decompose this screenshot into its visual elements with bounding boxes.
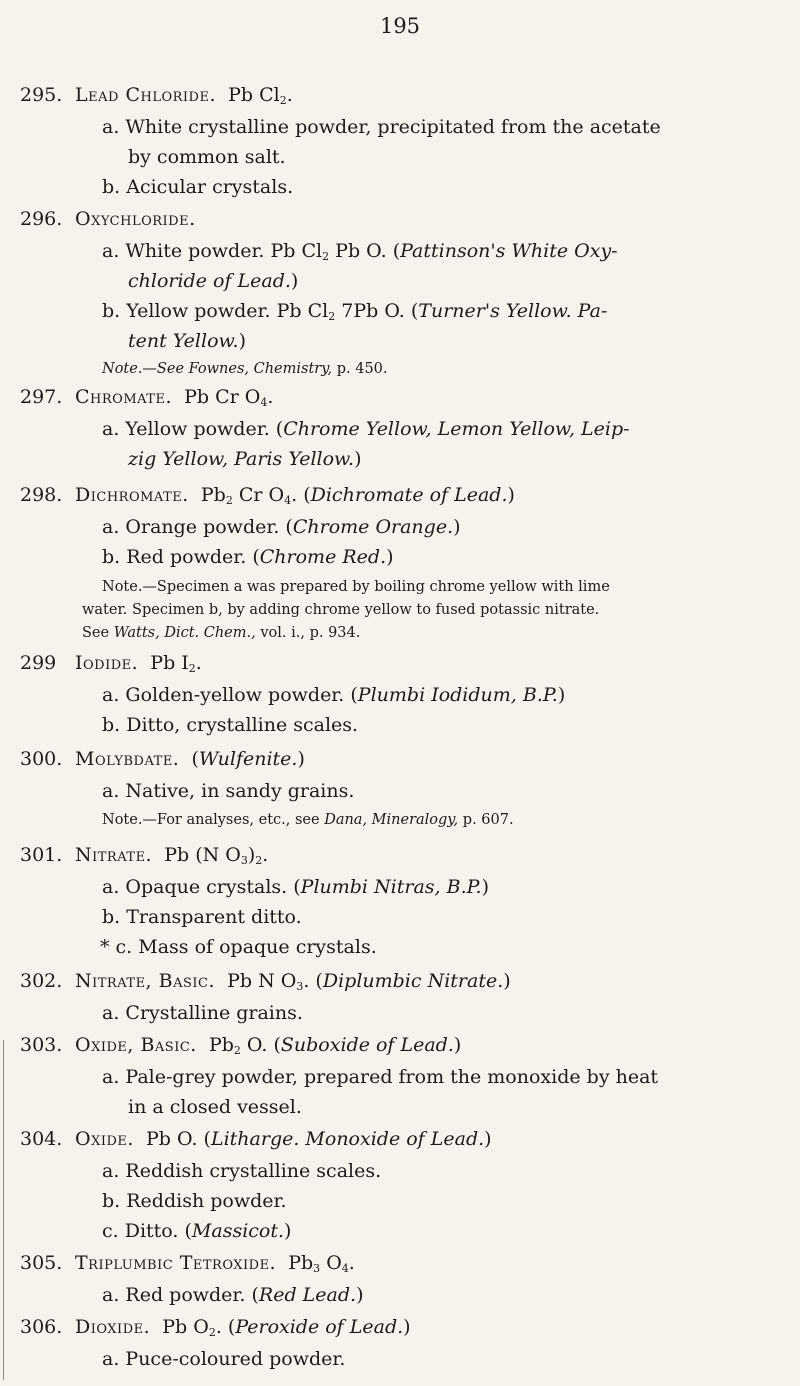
formula-subscript: 2 <box>255 854 263 867</box>
formula-end: O. ( <box>240 1034 281 1056</box>
specimen-text: a. Golden-yellow powder. ( <box>102 684 358 706</box>
note-line-2: water. Specimen b, by adding chrome yellow to fused potassic nitrate. <box>82 602 600 618</box>
entry-number: 298. <box>20 484 63 506</box>
formula-mid: ) <box>247 844 256 866</box>
specimen-text: ) <box>453 516 461 538</box>
specimen-text: a. Orange powder. ( <box>102 516 293 538</box>
entry-number: 304. <box>20 1128 63 1150</box>
entry-formula: Pb I <box>150 652 189 674</box>
entry-common-name: Wulfenite. <box>198 748 298 770</box>
entry-number: 306. <box>20 1316 63 1338</box>
specimen-text: ) <box>284 1220 292 1242</box>
entry-common-name: Peroxide of Lead. <box>235 1316 404 1338</box>
specimen-italic: Plumbi Nitras, B.P. <box>300 876 482 898</box>
specimen-a: a. Pale-grey powder, prepared from the monoxide by heat <box>102 1066 659 1088</box>
specimen-italic: Massicot. <box>191 1220 285 1242</box>
formula-end: ) <box>403 1316 411 1338</box>
entry-heading <box>75 1316 411 1338</box>
formula-mid: O <box>320 1252 342 1274</box>
entry-number: 303. <box>20 1034 63 1056</box>
specimen-italic: Turner's Yellow. Pa- <box>418 300 608 322</box>
specimen-text: ) <box>386 546 394 568</box>
specimen-a <box>102 240 618 262</box>
specimen-a: a. Puce-coloured powder. <box>102 1348 346 1370</box>
note-text: p. 607. <box>458 812 514 828</box>
entry-number: 300. <box>20 748 63 770</box>
formula-end: . ( <box>215 1316 236 1338</box>
entry-formula: Pb <box>208 1034 234 1056</box>
entry-formula: Pb Cl <box>228 84 280 106</box>
entry-number: 299 <box>20 652 57 674</box>
specimen-a <box>102 418 630 440</box>
formula-subscript: 4 <box>260 396 268 409</box>
formula-subscript: 2 <box>328 310 336 323</box>
formula-subscript: 2 <box>188 662 196 675</box>
formula-end: ) <box>507 484 515 506</box>
specimen-a <box>102 876 489 898</box>
entry-heading <box>75 1034 461 1056</box>
formula-end: . <box>267 386 274 408</box>
entry-heading <box>75 1252 355 1274</box>
entry-number: 302. <box>20 970 63 992</box>
formula-subscript: 2 <box>233 1044 241 1057</box>
specimen-italic: Chrome Orange. <box>292 516 454 538</box>
formula-end: ) <box>453 1034 462 1056</box>
specimen-b: b. Transparent ditto. <box>102 906 302 928</box>
entry-formula: Pb <box>288 1252 314 1274</box>
note-label: Note.—See <box>102 361 189 377</box>
note <box>102 812 514 828</box>
specimen-a: a. Reddish crystalline scales. <box>102 1160 382 1182</box>
entry-title: Oxide. <box>75 1128 134 1150</box>
entry-heading <box>75 652 202 674</box>
entry-heading <box>75 484 515 506</box>
specimen-italic: Chrome Red. <box>259 546 387 568</box>
entry-title: Oxide, Basic. <box>75 1034 197 1056</box>
note-line-3 <box>82 625 360 641</box>
entry-formula: Pb (N O <box>164 844 241 866</box>
entry-title: Iodide. <box>75 652 139 674</box>
entry-formula: Pb O. ( <box>146 1128 211 1150</box>
formula-start: ( <box>191 748 199 770</box>
entry-heading <box>75 1128 492 1150</box>
entry-heading <box>75 844 268 866</box>
specimen-a: a. White crystalline powder, precipitated from the acetate <box>102 116 661 138</box>
entry-heading <box>75 748 305 770</box>
specimen-text: ) <box>356 1284 364 1306</box>
specimen-a-cont: in a closed vessel. <box>128 1096 302 1118</box>
note-text: p. 450. <box>332 361 388 377</box>
entry-heading <box>75 208 196 230</box>
formula-subscript: 2 <box>279 94 287 107</box>
specimen-text: a. White powder. Pb Cl <box>102 240 323 262</box>
entry-common-name: Dichromate of Lead. <box>310 484 508 506</box>
entry-common-name: Litharge. Monoxide of Lead. <box>210 1128 485 1150</box>
formula-subscript: 2 <box>225 494 233 507</box>
specimen-text: ) <box>557 684 566 706</box>
specimen-text: a. Red powder. ( <box>102 1284 259 1306</box>
specimen-text: ) <box>354 448 362 470</box>
specimen-italic: chloride of Lead. <box>128 270 291 292</box>
entry-formula: Pb N O <box>227 970 297 992</box>
formula-end: ) <box>503 970 511 992</box>
entry-number: 301. <box>20 844 63 866</box>
formula-subscript: 4 <box>284 494 292 507</box>
note-text: See <box>82 625 114 641</box>
note-line-1: Note.—Specimen a was prepared by boiling chrome yellow with lime <box>102 579 610 595</box>
page-edge-line <box>3 1040 4 1380</box>
specimen-a <box>102 1284 364 1306</box>
entry-title: Lead Chloride. <box>75 84 216 106</box>
entry-heading <box>75 970 511 992</box>
specimen-a: a. Crystalline grains. <box>102 1002 303 1024</box>
formula-subscript: 2 <box>208 1326 216 1339</box>
specimen-text: a. Opaque crystals. ( <box>102 876 301 898</box>
formula-subscript: 4 <box>341 1262 349 1275</box>
specimen-a <box>102 684 565 706</box>
formula-end: . <box>262 844 269 866</box>
specimen-a: a. Native, in sandy grains. <box>102 780 355 802</box>
specimen-italic: Chrome Yellow, Lemon Yellow, Leip- <box>283 418 630 440</box>
specimen-italic: Pattinson's White Oxy- <box>400 240 618 262</box>
formula-end: . <box>348 1252 355 1274</box>
entry-title: Nitrate, Basic. <box>75 970 216 992</box>
specimen-a-cont: by common salt. <box>128 146 286 168</box>
formula-subscript: 3 <box>296 980 304 993</box>
note-label: Note.—For analyses, etc., see <box>102 812 325 828</box>
entry-title: Oxychloride. <box>75 208 196 230</box>
entry-formula: Pb O <box>162 1316 209 1338</box>
formula-subscript: 2 <box>322 250 330 263</box>
specimen-c: * c. Mass of opaque crystals. <box>100 936 377 958</box>
note <box>102 361 388 377</box>
formula-end: . <box>286 84 293 106</box>
formula-end: . ( <box>303 970 323 992</box>
note-reference: Fownes, Chemistry, <box>188 361 333 377</box>
specimen-italic: Plumbi Iodidum, B.P. <box>357 684 558 706</box>
specimen-c <box>102 1220 291 1242</box>
note-text: vol. i., p. 934. <box>255 625 361 641</box>
specimen-text: ) <box>290 270 299 292</box>
specimen-b: b. Ditto, crystalline scales. <box>102 714 359 736</box>
note-reference: Watts, Dict. Chem., <box>113 625 256 641</box>
entry-title: Dioxide. <box>75 1316 151 1338</box>
specimen-italic: tent Yellow. <box>128 330 239 352</box>
entry-common-name: Suboxide of Lead. <box>280 1034 454 1056</box>
entry-formula: Pb Cr O <box>184 386 261 408</box>
entry-title: Chromate. <box>75 386 173 408</box>
specimen-text: b. Red powder. ( <box>102 546 260 568</box>
specimen-text: ) <box>481 876 490 898</box>
entry-title: Dichromate. <box>75 484 189 506</box>
formula-subscript: 3 <box>313 1262 321 1275</box>
specimen-italic: zig Yellow, Paris Yellow. <box>128 448 355 470</box>
specimen-a-cont <box>128 270 298 292</box>
entry-title: Molybdate. <box>75 748 180 770</box>
specimen-b: b. Reddish powder. <box>102 1190 287 1212</box>
specimen-text: a. Yellow powder. ( <box>102 418 284 440</box>
page-number: 195 <box>379 14 421 38</box>
entry-heading <box>75 386 273 408</box>
specimen-text: c. Ditto. ( <box>102 1220 192 1242</box>
entry-formula: Pb <box>200 484 226 506</box>
entry-title: Triplumbic Tetroxide. <box>75 1252 277 1274</box>
entry-number: 295. <box>20 84 63 106</box>
specimen-text: Pb O. ( <box>329 240 401 262</box>
entry-number: 305. <box>20 1252 63 1274</box>
entry-common-name: Diplumbic Nitrate. <box>322 970 504 992</box>
specimen-b <box>102 300 607 322</box>
specimen-b <box>102 546 394 568</box>
specimen-b: b. Acicular crystals. <box>102 176 294 198</box>
formula-end: ) <box>297 748 305 770</box>
specimen-a <box>102 516 461 538</box>
formula-end: ) <box>484 1128 492 1150</box>
specimen-a-cont <box>128 448 362 470</box>
specimen-text: ) <box>238 330 246 352</box>
entry-number: 296. <box>20 208 63 230</box>
formula-end: . ( <box>291 484 311 506</box>
formula-subscript: 3 <box>240 854 248 867</box>
specimen-text: b. Yellow powder. Pb Cl <box>102 300 329 322</box>
specimen-text: 7Pb O. ( <box>335 300 419 322</box>
formula-end: . <box>195 652 202 674</box>
entry-heading <box>75 84 293 106</box>
note-reference: Dana, Mineralogy, <box>324 812 459 828</box>
formula-mid: Cr O <box>232 484 285 506</box>
entry-title: Nitrate. <box>75 844 153 866</box>
entry-number: 297. <box>20 386 63 408</box>
specimen-italic: Red Lead. <box>258 1284 357 1306</box>
specimen-b-cont <box>128 330 246 352</box>
